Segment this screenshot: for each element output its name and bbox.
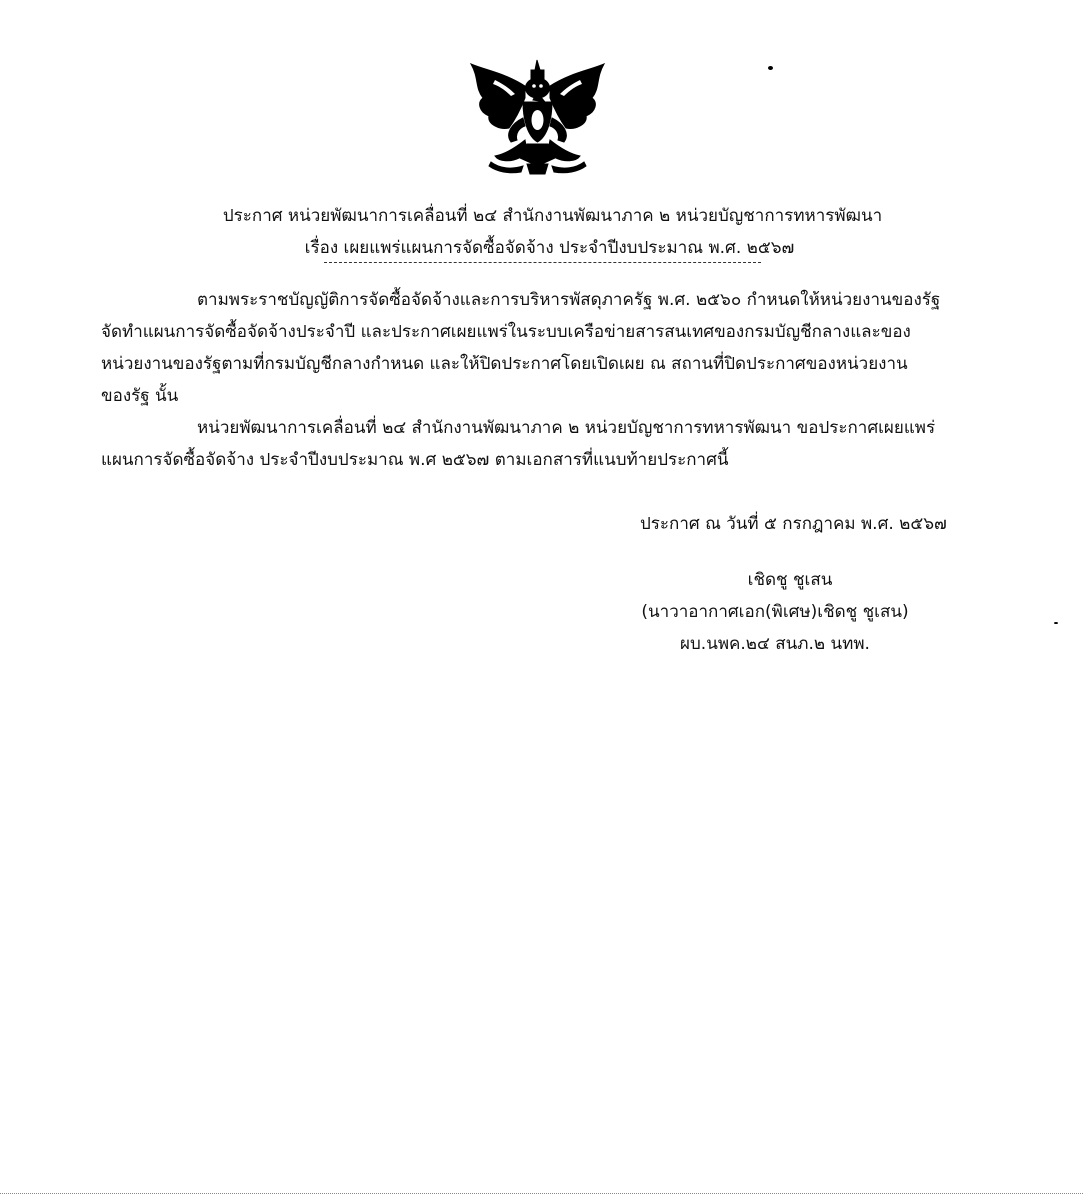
- paragraph-2-line: หน่วยพัฒนาการเคลื่อนที่ ๒๔ สำนักงานพัฒนาภาค ๒ หน่วยบัญชาการทหารพัฒนา ขอประกาศเผยแพร่: [197, 418, 936, 438]
- scan-speck: [768, 66, 773, 70]
- paragraph-1-line: ตามพระราชบัญญัติการจัดซื้อจัดจ้างและการบริหารพัสดุภาครัฐ พ.ศ. ๒๕๖๐ กำหนดให้หน่วยงานของรัฐ: [197, 290, 941, 310]
- paragraph-1-line: จัดทำแผนการจัดซื้อจัดจ้างประจำปี และประกาศเผยแพร่ในระบบเครือข่ายสารสนเทศของกรมบัญชีกลางและของ: [101, 322, 911, 342]
- paragraph-1-line: หน่วยงานของรัฐตามที่กรมบัญชีกลางกำหนด และให้ปิดประกาศโดยเปิดเผย ณ สถานที่ปิดประกาศของหน่วยงาน: [101, 354, 908, 374]
- announcement-subject: เรื่อง เผยแพร่แผนการจัดซื้อจัดจ้าง ประจำปีงบประมาณ พ.ศ. ๒๕๖๗: [304, 238, 795, 258]
- announcement-date: ประกาศ ณ วันที่ ๕ กรกฎาคม พ.ศ. ๒๕๖๗: [640, 514, 947, 534]
- announcement-title: ประกาศ หน่วยพัฒนาการเคลื่อนที่ ๒๔ สำนักงานพัฒนาภาค ๒ หน่วยบัญชาการทหารพัฒนา: [222, 206, 883, 226]
- paragraph-1-line: ของรัฐ นั้น: [101, 386, 179, 406]
- paragraph-2-line: แผนการจัดซื้อจัดจ้าง ประจำปีงบประมาณ พ.ศ ๒๕๖๗ ตามเอกสารที่แนบท้ายประกาศนี้: [101, 450, 729, 470]
- garuda-emblem-icon: [465, 58, 610, 176]
- signatory-full-name: (นาวาอากาศเอก(พิเศษ)เชิดชู ชูเสน): [641, 602, 909, 622]
- heading-divider: [324, 262, 761, 263]
- signature-name: เชิดชู ชูเสน: [747, 570, 833, 590]
- signatory-position: ผบ.นพค.๒๔ สนภ.๒ นทพ.: [680, 634, 870, 654]
- page-edge-line: [0, 1193, 1083, 1194]
- scan-speck: [1054, 622, 1058, 624]
